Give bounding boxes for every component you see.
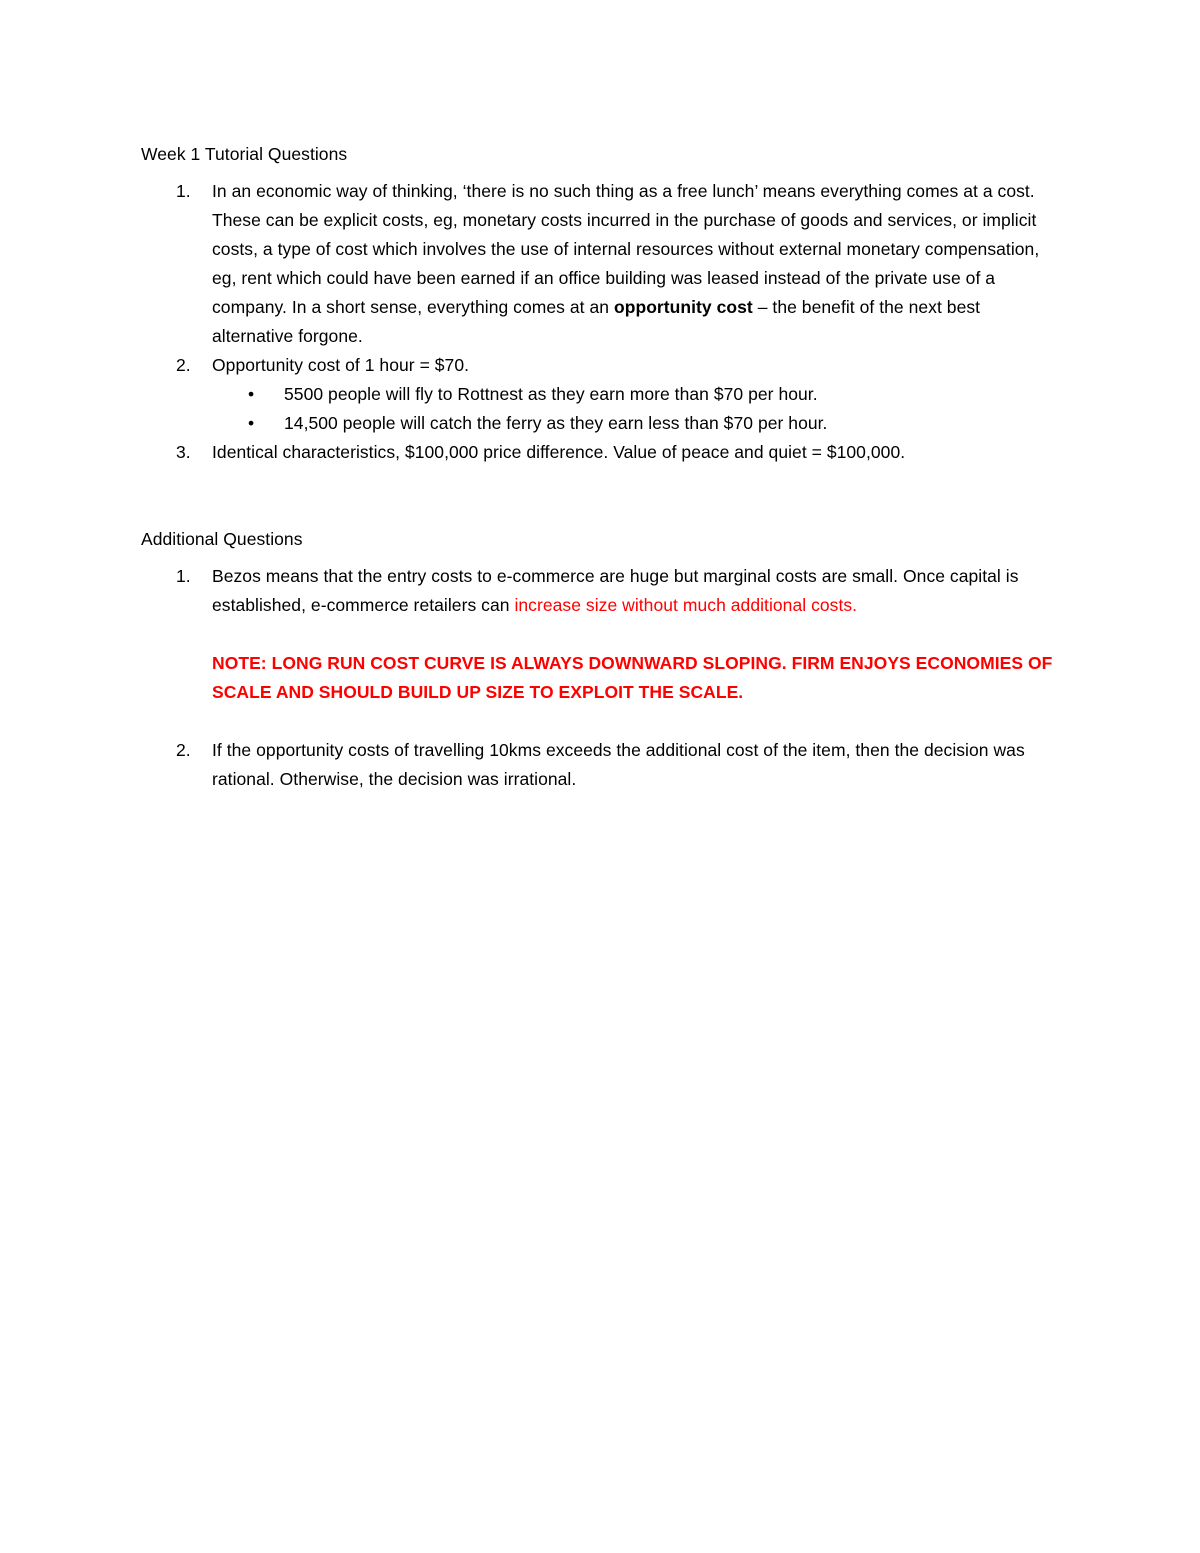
answer-text: In an economic way of thinking, ‘there is no such thing as a free lunch’ means everything comes at a cost. These can be explicit costs, eg, monetary costs incurred in the purchase of goods and services, or implicit costs, a type of cost which involves the use of internal resources without external monetary compensation, eg, rent which could have been earned if an office building was leased instead of the private use of a company. In a short sense, everything comes at an — [212, 181, 1040, 317]
note-text: NOTE: LONG RUN COST CURVE IS ALWAYS DOWNWARD SLOPING. FIRM ENJOYS ECONOMIES OF SCALE AND SHOULD BUILD UP SIZE TO EXPLOIT THE SCALE. — [212, 653, 1053, 702]
additional-answer-2 — [141, 736, 1061, 794]
additional-answer-1 — [141, 562, 1061, 707]
answer-text: Identical characteristics, $100,000 price difference. Value of peace and quiet = $100,000. — [212, 442, 906, 462]
week1-answer-3 — [141, 438, 1061, 467]
list-number: 1. — [176, 566, 191, 586]
bold-term: opportunity cost — [613, 297, 753, 317]
week1-question-list — [141, 177, 1061, 467]
additional-question-list — [141, 562, 1061, 794]
week1-answer-2 — [141, 351, 1061, 438]
bullet-item — [212, 409, 1061, 438]
answer-text: If the opportunity costs of travelling 10kms exceeds the additional cost of the item, then the decision was rational. Otherwise, the decision was irrational. — [212, 740, 1025, 789]
week1-answer-1 — [141, 177, 1061, 351]
answer-text: Opportunity cost of 1 hour = $70. — [212, 355, 470, 375]
section-heading-week1: Week 1 Tutorial Questions — [141, 144, 348, 164]
bullet-list — [212, 380, 1061, 438]
document-content — [141, 140, 1061, 794]
bullet-text: 14,500 people will catch the ferry as they earn less than $70 per hour. — [284, 413, 828, 433]
list-number: 2. — [176, 355, 191, 375]
bullet-text: 5500 people will fly to Rottnest as they earn more than $70 per hour. — [284, 384, 818, 404]
bullet-item — [212, 380, 1061, 409]
section-spacer — [141, 467, 1061, 525]
list-number: 2. — [176, 740, 191, 760]
list-number: 1. — [176, 181, 191, 201]
answer-text-end: – the benefit of the next best alternative forgone. — [212, 297, 981, 346]
highlighted-text: increase size without much additional costs. — [514, 595, 858, 615]
section-heading-additional: Additional Questions — [141, 529, 303, 549]
bullet-icon: • — [248, 384, 255, 404]
list-number: 3. — [176, 442, 191, 462]
bullet-icon: • — [248, 413, 255, 433]
answer-text: Bezos means that the entry costs to e-commerce are huge but marginal costs are small. Once capital is established, e-commerce retailers can — [212, 566, 1019, 615]
